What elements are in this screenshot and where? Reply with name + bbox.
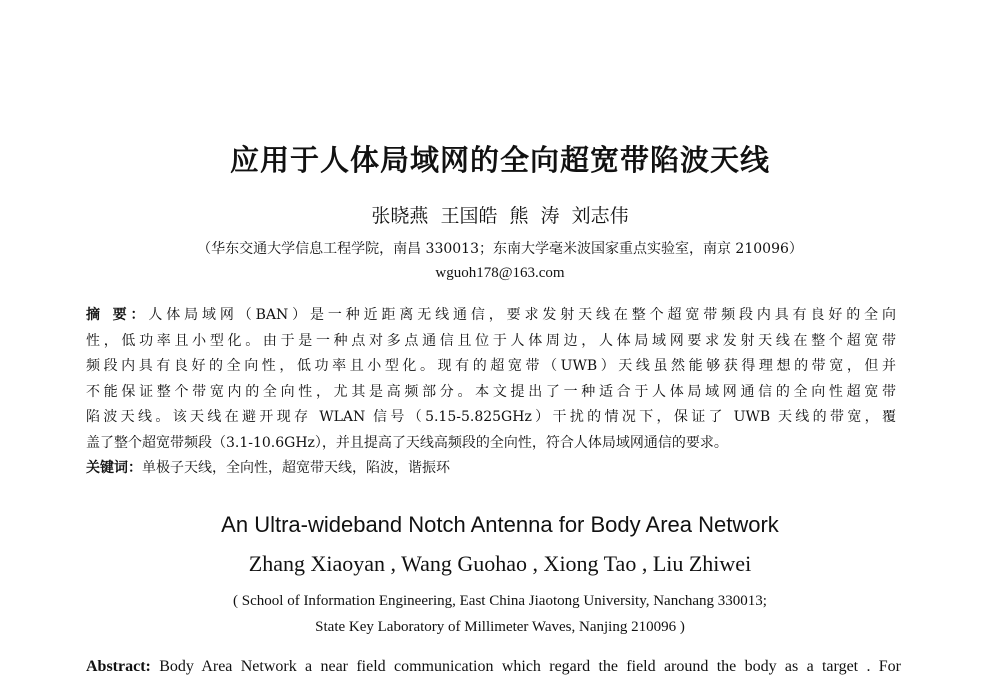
chinese-abstract-line: 陷波天线。该天线在避开现存 WLAN 信号（5.15-5.825GHz）干扰的情况下，保证了 UWB 天线的带宽，覆	[86, 409, 896, 426]
english-abstract-text: Body Area Network a near field communication which regard the field around the body as a target . For	[159, 658, 902, 675]
chinese-abstract-line: 频段内具有良好的全向性，低功率且小型化。现有的超宽带（UWB）天线虽然能够获得理想的带宽，但并	[86, 358, 896, 375]
english-abstract	[86, 658, 901, 675]
chinese-authors: 张晓燕 王国皓 熊 涛 刘志伟	[371, 205, 629, 227]
english-affiliation-line1: ( School of Information Engineering, East China Jiaotong University, Nanchang 330013;	[233, 593, 767, 609]
english-abstract-label: Abstract:	[86, 658, 151, 675]
chinese-keywords-text: 单极子天线，全向性，超宽带天线，陷波，谐振环	[142, 460, 450, 476]
chinese-affiliation: （华东交通大学信息工程学院，南昌 330013；东南大学毫米波国家重点实验室，南京 210096）	[197, 241, 803, 257]
chinese-abstract-line: 不能保证整个带宽内的全向性，尤其是高频部分。本文提出了一种适合于人体局域网通信的全向性超宽带	[86, 383, 896, 400]
chinese-abstract-line	[86, 303, 896, 329]
chinese-title: 应用于人体局域网的全向超宽带陷波天线	[229, 143, 770, 177]
chinese-abstract-label: 摘 要：	[86, 307, 149, 323]
chinese-abstract-line: 盖了整个超宽带频段（3.1-10.6GHz），并且提高了天线高频段的全向性，符合人体局域网通信的要求。	[86, 434, 728, 451]
chinese-keywords-label: 关键词：	[86, 460, 142, 476]
author-email: wguoh178@163.com	[435, 265, 565, 281]
chinese-abstract-text: 人体局域网（BAN）是一种近距离无线通信，要求发射天线在整个超宽带频段内具有良好的全向	[148, 307, 896, 323]
chinese-keywords	[86, 457, 896, 477]
english-authors: Zhang Xiaoyan , Wang Guohao , Xiong Tao , Liu Zhiwei	[248, 551, 752, 576]
chinese-abstract-line: 性，低功率且小型化。由于是一种点对多点通信且位于人体周边，人体局域网要求发射天线在整个超宽带	[86, 332, 896, 349]
english-affiliation-line2: State Key Laboratory of Millimeter Waves, Nanjing 210096 )	[315, 619, 685, 635]
chinese-abstract	[86, 303, 896, 457]
english-title: An Ultra-wideband Notch Antenna for Body Area Network	[221, 512, 779, 537]
